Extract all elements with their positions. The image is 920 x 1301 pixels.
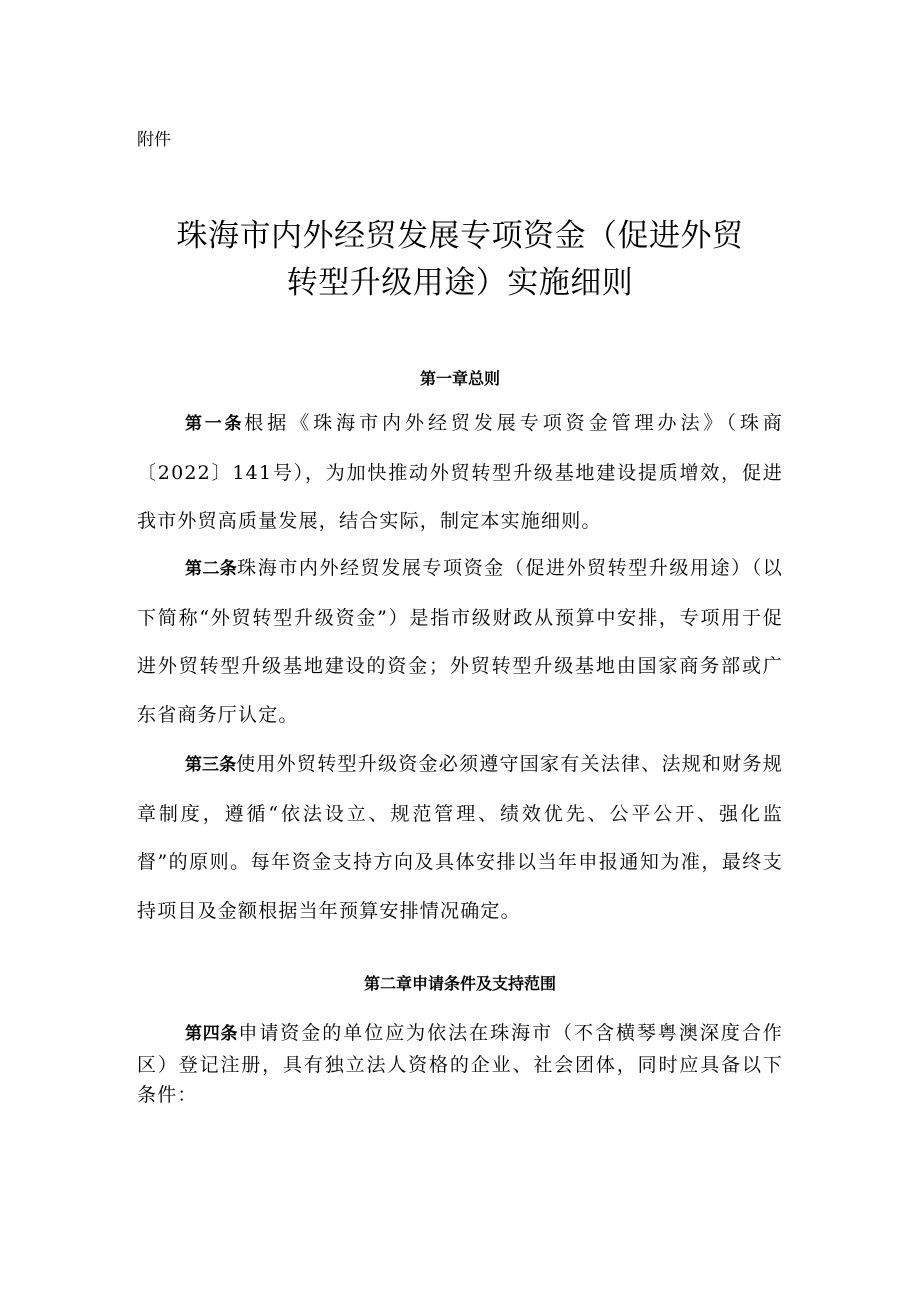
chapter-2-heading: 第二章申请条件及支持范围 <box>363 974 556 993</box>
article-3-text: 使用外贸转型升级资金必须遵守国家有关法律、法规和财务规章制度，遵循“依法设立、规范管理、绩效优先、公平公开、强化监督”的原则。每年资金支持方向及具体安排以当年申报通知为准，最终支持项目及金额根据当年预算安排情况确定。 <box>137 753 784 922</box>
article-3-number: 第三条 <box>185 755 237 775</box>
chapter-1-heading: 第一章总则 <box>419 369 500 388</box>
article-2-text: 珠海市内外经贸发展专项资金（促进外贸转型升级用途）（以下简称“外贸转型升级资金”）是指市级财政从预算中安排，专项用于促进外贸转型升级基地建设的资金；外贸转型升级基地由国家商务部或广东省商务厅认定。 <box>137 557 784 726</box>
article-1 <box>137 399 783 546</box>
article-1-number: 第一条 <box>185 414 245 434</box>
document-title-line-2: 转型升级用途）实施细则 <box>286 265 634 301</box>
document-title <box>137 213 783 307</box>
article-4 <box>137 1018 783 1111</box>
article-4-number: 第四条 <box>185 1024 239 1044</box>
article-2 <box>137 544 783 739</box>
article-1-text: 根据《珠海市内外经贸发展专项资金管理办法》（珠商〔2022〕141号），为加快推动外贸转型升级基地建设提质增效，促进我市外贸高质量发展，结合实际，制定本实施细则。 <box>137 412 783 532</box>
document-title-line-1: 珠海市内外经贸发展专项资金（促进外贸 <box>176 218 744 254</box>
attachment-label: 附件 <box>137 130 171 150</box>
article-4-text: 申请资金的单位应为依法在珠海市（不含横琴粤澳深度合作区）登记注册，具有独立法人资格的企业、社会团体，同时应具备以下条件： <box>137 1022 784 1106</box>
article-2-number: 第二条 <box>185 559 238 579</box>
article-3 <box>137 740 783 935</box>
